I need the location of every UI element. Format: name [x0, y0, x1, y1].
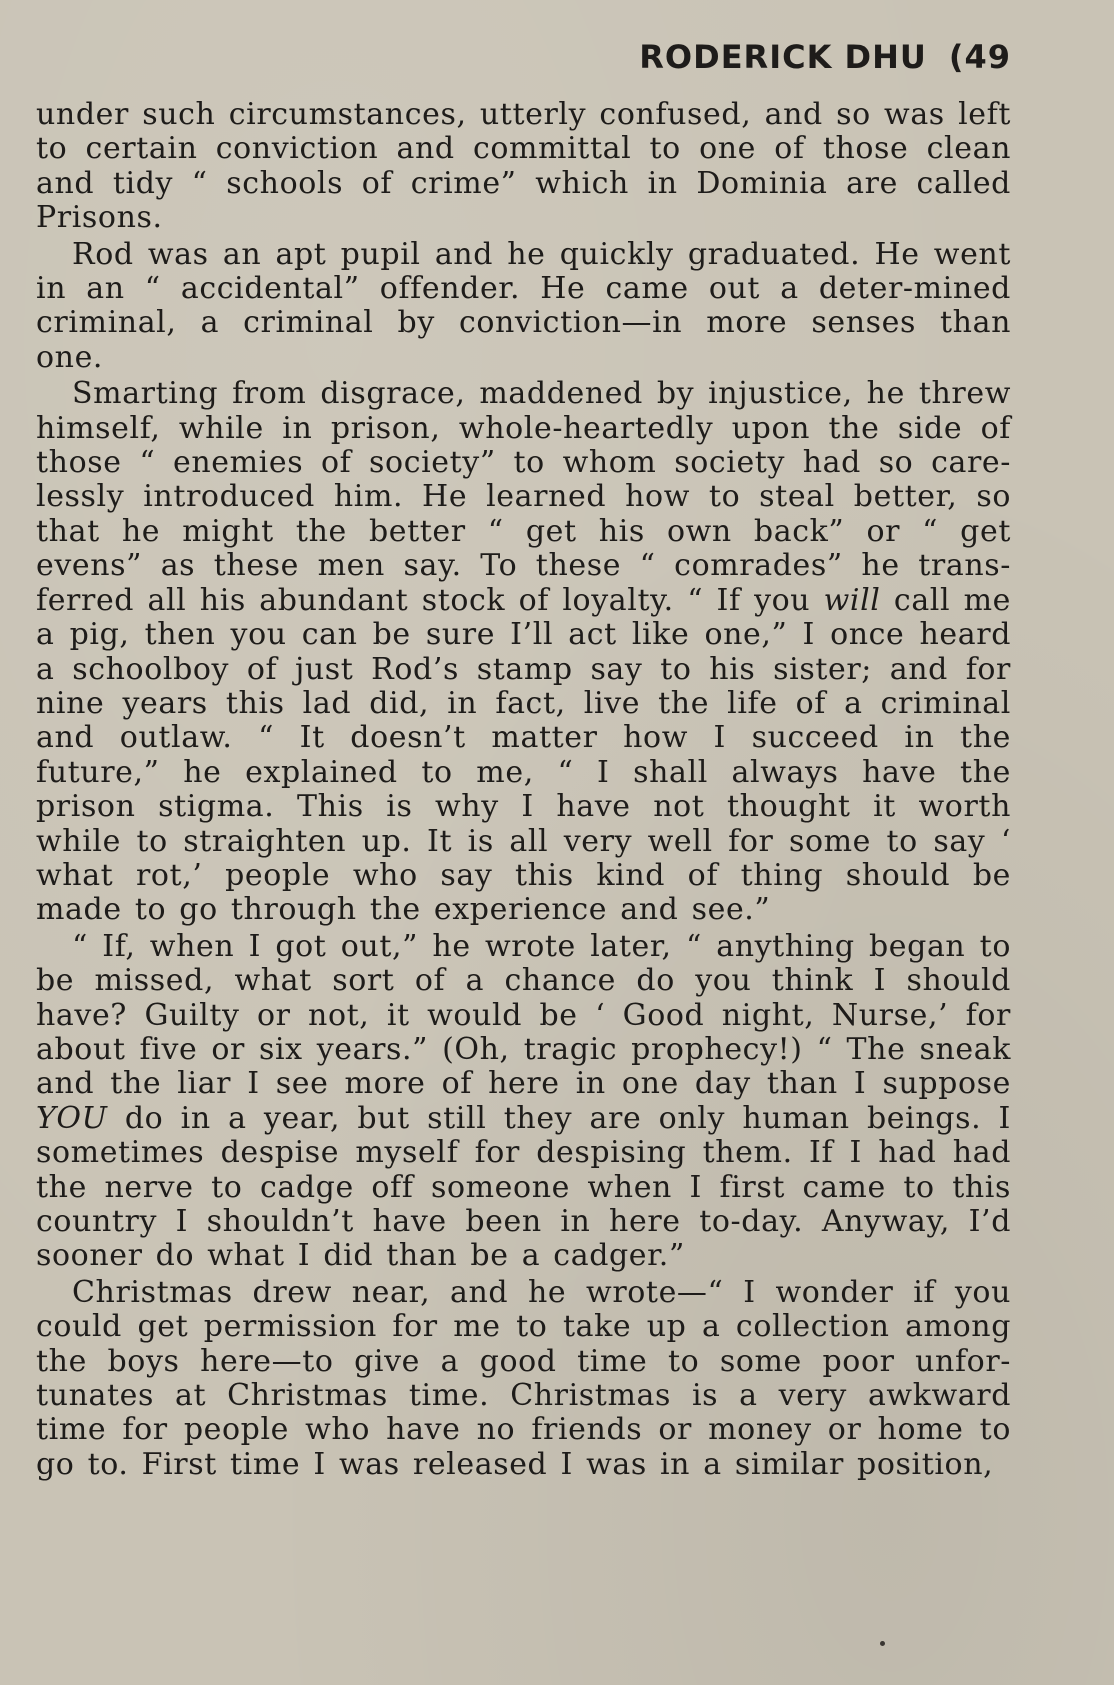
- paragraph-4-part-1: “ If, when I got out,” he wrote later, “ anything began to be missed, what sort of a chance do you think I should have? Guilty or not, it would be ‘ Good night, Nurse,’ for about five or six years.” (Oh, tragic prophecy!) “ The sneak and the liar I see more of here in one day than I suppose: [36, 928, 1011, 1102]
- paragraph-4: [36, 930, 1011, 1274]
- paragraph-4-part-2: do in a year, but still they are only human beings. I sometimes despise myself for despising them. If I had had the nerve to cadge off someone when I first came to this country I shouldn’t have been in here to-day. Anyway, I’d sooner do what I did than be a cadger.”: [36, 1100, 1011, 1274]
- page-number: (49: [948, 38, 1011, 76]
- paragraph-3-part-1: Smarting from disgrace, maddened by injustice, he threw himself, while in prison, whole-heartedly upon the side of those “ enemies of society” to whom society had so care-lessly introduced him. He learned how to steal better, so that he might the better “ get his own back” or “ get evens” as these men say. To these “ comrades” he trans-ferred all his abundant stock of loyalty. “ If you: [36, 376, 1011, 618]
- paragraph-3: [36, 377, 1011, 928]
- paragraph-3-emphasis: will: [823, 582, 881, 618]
- paragraph-4-emphasis: YOU: [36, 1100, 108, 1136]
- paper-speck: [880, 1641, 885, 1646]
- running-head-title: RODERICK DHU: [639, 38, 927, 76]
- running-head: [639, 38, 1011, 76]
- paragraph-2: Rod was an apt pupil and he quickly graduated. He went in an “ accidental” offender. He came out a deter-mined criminal, a criminal by conviction—in more senses than one.: [36, 236, 1011, 375]
- paragraph-5: Christmas drew near, and he wrote—“ I wonder if you could get permission for me to take up a collection among the boys here—to give a good time to some poor unfor-tunates at Christmas time. Christmas is a very awkward time for people who have no friends or money or home to go to. First time I was released I was in a similar position,: [36, 1274, 1011, 1482]
- body-text: [36, 98, 1011, 1484]
- paragraph-3-part-2: call me a pig, then you can be sure I’ll act like one,” I once heard a schoolboy of just Rod’s stamp say to his sister; and for nine years this lad did, in fact, live the life of a criminal and outlaw. “ It doesn’t matter how I succeed in the future,” he explained to me, “ I shall always have the prison stigma. This is why I have not thought it worth while to straighten up. It is all very well for some to say ‘ what rot,’ people who say this kind of thing should be made to go through the experience and see.”: [36, 582, 1011, 928]
- paragraph-1: under such circumstances, utterly confused, and so was left to certain conviction and committal to one of those clean and tidy “ schools of crime” which in Dominia are called Prisons.: [36, 97, 1011, 236]
